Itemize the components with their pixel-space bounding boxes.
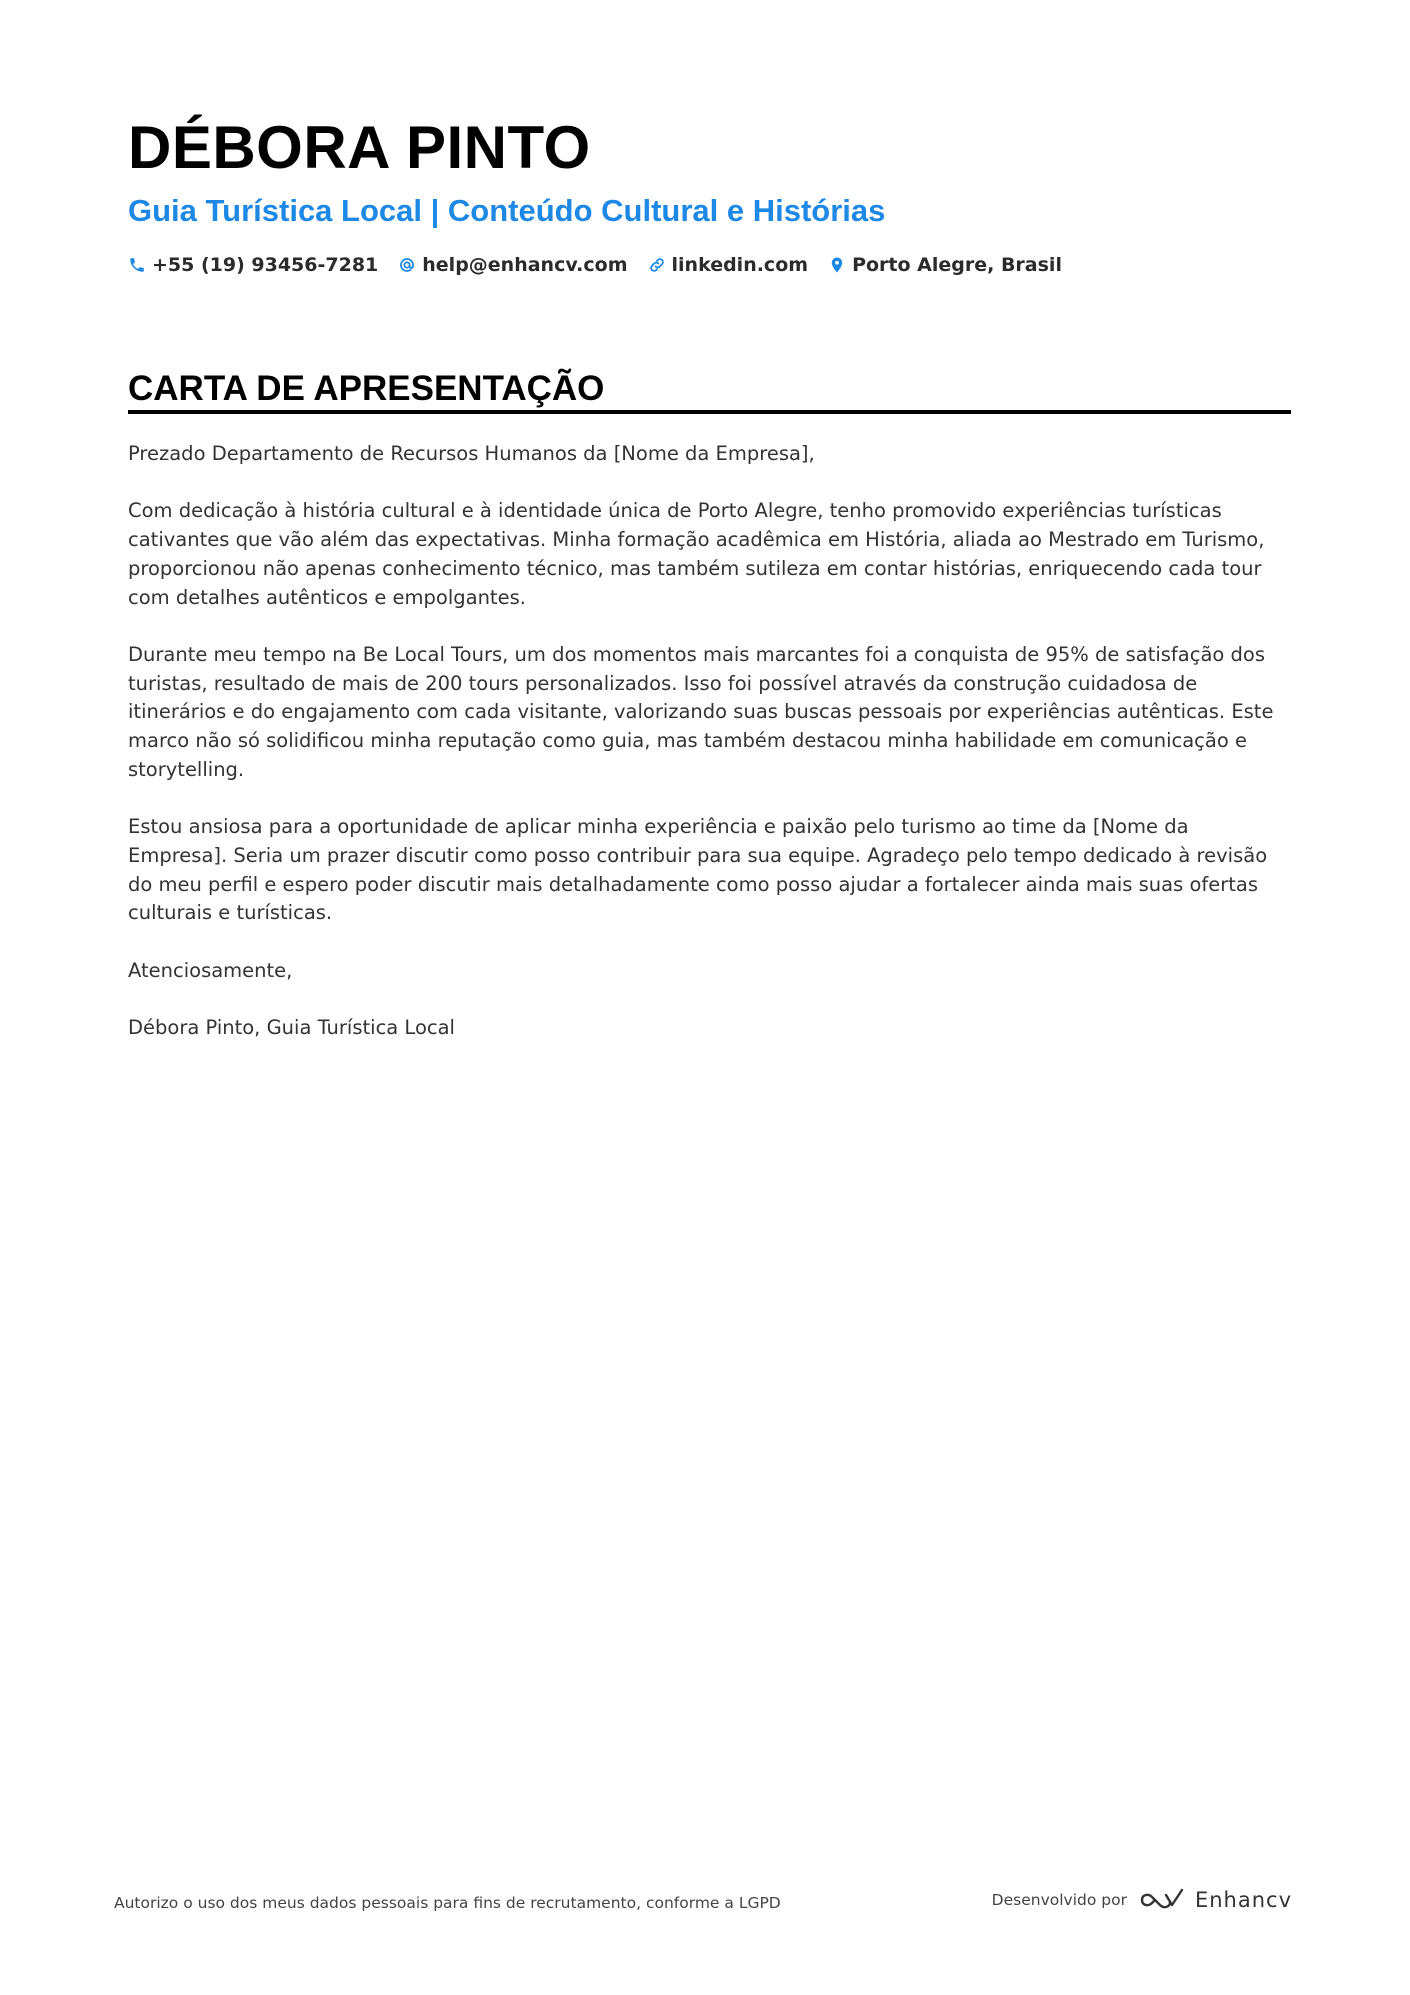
candidate-title: Guia Turística Local | Conteúdo Cultural e Histórias — [128, 193, 886, 228]
linkedin-link: linkedin.com — [671, 254, 809, 276]
footer-branding[interactable] — [992, 1887, 1292, 1913]
letter-paragraph: Com dedicação à história cultural e à identidade única de Porto Alegre, tenho promovido experiências turísticas cativantes que vão além das expectativas. Minha formação acadêmica em História, aliada ao Mestrado em Turismo, proporcionou não apenas conhecimento técnico, mas também sutileza em contar histórias, enriquecendo cada tour com detalhes autênticos e empolgantes. — [128, 499, 1265, 609]
letter-signature: Débora Pinto, Guia Turística Local — [128, 1015, 455, 1039]
consent-note: Autorizo o uso dos meus dados pessoais para fins de recrutamento, conforme a LGPD — [114, 1894, 781, 1912]
section-divider — [128, 410, 1291, 414]
contact-phone[interactable] — [128, 254, 378, 276]
location-pin-icon — [828, 256, 846, 274]
phone-number: +55 (19) 93456-7281 — [152, 254, 379, 276]
enhancv-logo-icon — [1139, 1887, 1185, 1913]
developed-by-label: Desenvolvido por — [991, 1891, 1127, 1909]
link-icon — [648, 256, 666, 274]
at-icon — [398, 256, 416, 274]
contact-email[interactable] — [398, 254, 627, 276]
contact-info — [128, 254, 1082, 276]
section-title: CARTA DE APRESENTAÇÃO — [128, 369, 605, 408]
email-address: help@enhancv.com — [422, 254, 628, 276]
letter-body — [128, 440, 1291, 1071]
phone-icon — [128, 256, 146, 274]
location-text: Porto Alegre, Brasil — [852, 254, 1062, 276]
letter-paragraph: Durante meu tempo na Be Local Tours, um dos momentos mais marcantes foi a conquista de 95% de satisfação dos turistas, resultado de mais de 200 tours personalizados. Isso foi possível através da construção cuidadosa de itinerários e do engajamento com cada visitante, valorizando suas buscas pessoais por experiências autênticas. Este marco não só solidificou minha reputação como guia, mas também destacou minha habilidade em comunicação e storytelling. — [128, 642, 1274, 781]
letter-salutation: Prezado Departamento de Recursos Humanos da [Nome da Empresa], — [128, 442, 815, 465]
letter-closing: Atenciosamente, — [128, 958, 293, 982]
contact-linkedin[interactable] — [648, 254, 809, 276]
letter-paragraph: Estou ansiosa para a oportunidade de aplicar minha experiência e paixão pelo turismo ao time da [Nome da Empresa]. Seria um prazer discutir como posso contribuir para sua equipe. Agradeço pelo tempo dedicado à revisão do meu perfil e espero poder discutir mais detalhadamente como posso ajudar a fortalecer ainda mais suas ofertas culturais e turísticas. — [128, 815, 1268, 925]
candidate-name: DÉBORA PINTO — [128, 114, 591, 181]
brand-name: Enhancv — [1194, 1888, 1292, 1912]
contact-location — [828, 254, 1062, 276]
